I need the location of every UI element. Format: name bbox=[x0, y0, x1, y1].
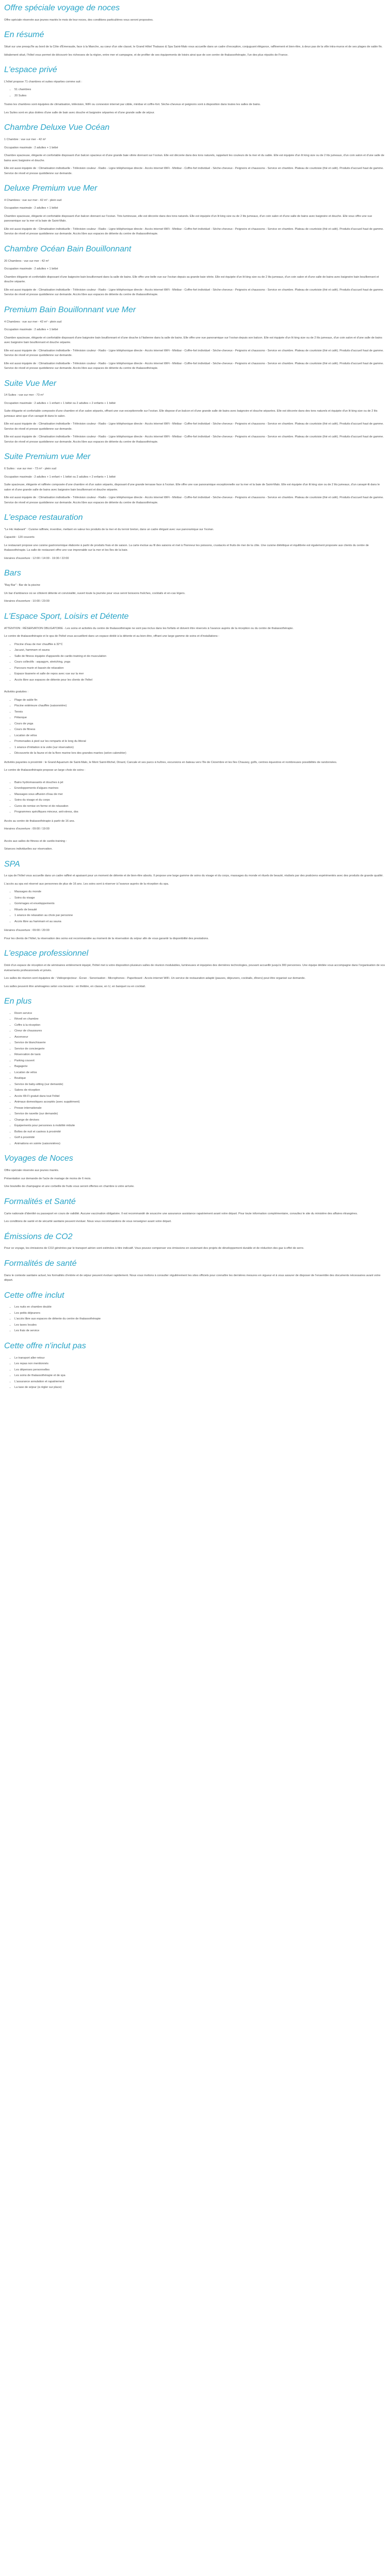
list-item: • Accès libre aux espaces de détente pour les clients de l'hôtel bbox=[14, 678, 387, 683]
list-item: • Programmes spécifiques minceur, anti-stress, dos bbox=[14, 810, 387, 815]
paragraph: Elle est aussi équipée de : Climatisation individuelle - Télévision couleur - Radio - Ligne téléphonique directe - Accès internet WiFi - Minibar - Coffre-fort individuel - Sèche-cheveux - Peignoirs et chaussons - Service en chambre. Plateau de courtoisie (thé et café). Produits d'accueil haut de gamme. Service de réveil et presse quotidienne sur demande. bbox=[4, 167, 384, 175]
list-item: • Soins du visage et du corps bbox=[14, 798, 387, 803]
paragraph: 4 Chambres : vue sur mer - 42 m² - plein sud bbox=[4, 198, 62, 202]
list-item: • Golf à proximité bbox=[14, 1136, 387, 1141]
paragraph: Chambre spacieuse, élégante et confortable disposant d'une baignoire bain bouillonnant et d'une douche à l'italienne dans la salle de bains. Elle offre une vue panoramique sur l'océan depuis son balcon. Elle est équipée d'un lit king size ou de 2 lits jumeaux, d'un coin salon et d'une salle de bains avec baignoire bain bouillonnant et douche séparée. bbox=[4, 336, 382, 345]
content-section bbox=[4, 839, 387, 852]
list-item: • Cireur de chaussures bbox=[14, 1029, 387, 1034]
paragraph: "Bay Bar" : Bar de la piscine bbox=[4, 584, 40, 587]
list-item: • Accès libre au hammam et au sauna bbox=[14, 920, 387, 925]
section-title: Suite Vue Mer bbox=[4, 379, 57, 388]
paragraph: L'accès au spa est réservé aux personnes de plus de 16 ans. Les soins sont à réserver à l'avance auprès de la réception du spa. bbox=[4, 882, 169, 886]
list-item: • Le transport aller-retour bbox=[14, 1356, 387, 1361]
paragraph: Le centre de thalassothérapie propose un large choix de soins : bbox=[4, 769, 86, 772]
list-item: • Salle de fitness équipée d'appareils de cardio-training et de musculation bbox=[14, 654, 387, 659]
list-item: • Bagagerie bbox=[14, 1064, 387, 1070]
section-title: L'espace professionnel bbox=[4, 949, 89, 958]
paragraph: Carte nationale d'identité ou passeport en cours de validité. Aucune vaccination obligatoire. Il est recommandé de souscrire une assurance assistance rapatriement avant votre départ. Pour toute information complémentaire, consultez le site du ministère des affaires étrangères. bbox=[4, 1212, 358, 1215]
list-item: • Cures de remise en forme et de relaxation bbox=[14, 804, 387, 809]
paragraph: Une bouteille de champagne et une corbeille de fruits vous seront offertes en chambre à votre arrivée. bbox=[4, 1185, 135, 1189]
list-item: • 51 chambres bbox=[14, 88, 387, 93]
paragraph: "Le Hic Habeant" : Cuisine raffinée, inventive, mettant en valeur les produits de la mer et du terroir breton, dans un cadre élégant avec vue panoramique sur l'océan. bbox=[4, 528, 214, 531]
content-section bbox=[4, 568, 387, 604]
content-section bbox=[4, 1154, 387, 1189]
list-item: • Piscine extérieure chauffée (saisonnière) bbox=[14, 704, 387, 709]
list-item: • Bains hydromassants et douches à jet bbox=[14, 781, 387, 786]
paragraph: Suite spacieuse, élégante et raffinée composée d'une chambre et d'un salon séparés, disposant d'une grande terrasse face à l'océan. Elle offre une vue panoramique exceptionnelle sur la mer et la baie de Saint-Malo. Elle est équipée d'un lit king size ou de 2 lits jumeaux, d'un canapé-lit dans le salon et d'une grande salle de bains avec baignoire bain bouillonnant et douche séparée. bbox=[4, 483, 380, 492]
list-item: • Presse internationale bbox=[14, 1106, 387, 1111]
content-section bbox=[4, 513, 387, 561]
list-item: • Cours de fitness bbox=[14, 727, 387, 733]
list-item: • Parcours marin et bassin de relaxation bbox=[14, 666, 387, 671]
paragraph: Chambre élégante et confortable disposant d'une baignoire bain bouillonnant dans la salle de bains. Elle offre une belle vue sur l'océan depuis sa grande baie vitrée. Elle est équipée d'un lit king size ou de 2 lits jumeaux, d'un coin salon et d'une salle de bains avec baignoire bain bouillonnant et douche séparée. bbox=[4, 275, 379, 284]
section-title: Suite Premium vue Mer bbox=[4, 452, 91, 462]
content-section bbox=[4, 781, 387, 832]
paragraph: Horaires d'ouverture : 09:00 / 19:00 bbox=[4, 827, 50, 831]
list-item: • Change de devises bbox=[14, 1118, 387, 1123]
paragraph: Accès au centre de thalassothérapie à partir de 16 ans. bbox=[4, 819, 75, 823]
list-item: • Location de vélos bbox=[14, 734, 387, 739]
list-item: • Massages sous affusion d'eau de mer bbox=[14, 792, 387, 798]
list-item: • 1 séance d'initiation à la voile (sur réservation) bbox=[14, 745, 387, 751]
list-item: • Cours collectifs : aquagym, stretching, yoga bbox=[14, 660, 387, 665]
paragraph: Accès aux salles de fitness et de cardio-training : bbox=[4, 839, 67, 843]
paragraph: Capacité : 120 couverts bbox=[4, 536, 35, 539]
list-item: • Piscine d'eau de mer chauffée à 32°C bbox=[14, 642, 387, 648]
section-title: Formalités de santé bbox=[4, 1259, 77, 1268]
list-item: • Promenades à pied sur les remparts et le long du littoral bbox=[14, 739, 387, 744]
content-section bbox=[4, 3, 387, 23]
section-title: Voyages de Noces bbox=[4, 1154, 73, 1163]
list-item: • 20 Suites bbox=[14, 94, 387, 99]
bullet-list bbox=[4, 1356, 387, 1391]
paragraph: Les conditions de santé et de sécurité sanitaire peuvent évoluer. Nous vous recommandons de vous renseigner avant votre départ. bbox=[4, 1220, 172, 1224]
list-item: • Les nuits en chambre double bbox=[14, 1305, 387, 1310]
bullet-list bbox=[4, 890, 387, 924]
list-item: • Gommages et enveloppements bbox=[14, 902, 387, 907]
paragraph: Pour les clients de l'hôtel, la réservation des soins est recommandée au moment de la réservation du séjour afin de vous garantir la disponibilité des prestations. bbox=[4, 937, 209, 940]
section-title: Offre spéciale voyage de noces bbox=[4, 4, 120, 12]
list-item: • Plage de sable fin bbox=[14, 698, 387, 703]
paragraph: 1 Chambre : vue sur mer - 42 m² bbox=[4, 138, 46, 142]
bullet-list bbox=[4, 1011, 387, 1147]
paragraph: Occupation maximale : 2 adultes + 1 bébé bbox=[4, 328, 58, 332]
section-title: L'espace restauration bbox=[4, 513, 83, 522]
paragraph: Elle est aussi équipée de : Climatisation individuelle - Télévision couleur - Radio - Ligne téléphonique directe - Accès internet WiFi - Minibar - Coffre-fort individuel - Sèche-cheveux - Peignoirs et chaussons - Service en chambre. Plateau de courtoisie (thé et café). Produits d'accueil haut de gamme. Service de réveil et presse quotidienne sur demande. Accès libre aux espaces de détente du centre de thalassothérapie. bbox=[4, 227, 384, 236]
paragraph: Les Suites sont en plus dotées d'une salle de bain avec douche et baignoire séparées et d'une grande salle de séjour. bbox=[4, 111, 155, 114]
list-item: • Équipements pour personnes à mobilité réduite bbox=[14, 1124, 387, 1129]
list-item: • Réservation de taxis bbox=[14, 1053, 387, 1058]
content-section bbox=[4, 123, 387, 176]
list-item: • Soins du visage bbox=[14, 896, 387, 901]
paragraph: Occupation maximale : 2 adultes + 1 bébé bbox=[4, 267, 58, 271]
list-item: • Service de blanchisserie bbox=[14, 1041, 387, 1046]
section-title: Deluxe Premium vue Mer bbox=[4, 184, 97, 193]
list-item: • La taxe de séjour (à régler sur place) bbox=[14, 1385, 387, 1391]
bullet-list bbox=[4, 781, 387, 815]
list-item: • Les petits déjeuners bbox=[14, 1311, 387, 1316]
section-title: Premium Bain Bouillonnant vue Mer bbox=[4, 305, 136, 314]
list-item: • Accès Wi-Fi gratuit dans tout l'hôtel bbox=[14, 1094, 387, 1099]
paragraph: Un bar d'ambiance où se côtoient détente et convivialité, ouvert toute la journée pour vous servir boissons fraîches, cocktails et en-cas légers. bbox=[4, 591, 186, 595]
paragraph: Les salles peuvent être aménagées selon vos besoins : en théâtre, en classe, en U, en banquet ou en cocktail. bbox=[4, 985, 146, 988]
section-title: Cette offre n'inclut pas bbox=[4, 1341, 86, 1350]
list-item: • Ascenseur bbox=[14, 1035, 387, 1040]
list-item: • Enveloppements d'algues marines bbox=[14, 786, 387, 791]
content-section bbox=[4, 690, 387, 773]
content-section bbox=[4, 305, 387, 371]
paragraph: Horaires d'ouverture : 10:00 / 23:00 bbox=[4, 600, 50, 603]
content-section bbox=[4, 30, 387, 58]
paragraph: Elle est aussi équipée de : Climatisation individuelle - Télévision couleur - Radio - Ligne téléphonique directe - Accès internet WiFi - Minibar - Coffre-fort individuel - Sèche-cheveux - Peignoirs et chaussons - Service en chambre. Plateau de courtoisie (thé et café). Produits d'accueil haut de gamme. Service de réveil et presse quotidienne sur demande. Accès libre aux espaces de détente du centre de thalassothérapie. bbox=[4, 362, 384, 370]
paragraph: Suite élégante et confortable composée d'une chambre et d'un salon séparés, offrant une vue exceptionnelle sur l'océan. Elle dispose d'un balcon et d'une grande salle de bains avec baignoire et douche séparées. Elle est décorée dans des tons naturels et équipée d'un lit king size ou de 2 lits jumeaux ainsi que d'un canapé-lit dans le salon. bbox=[4, 410, 378, 418]
paragraph: 20 Chambres : vue sur mer - 42 m² bbox=[4, 259, 50, 263]
paragraph: Toutes les chambres sont équipées de climatisation, télévision, WiFi ou connexion internet par câble, minibar et coffre-fort. Sèche-cheveux et peignoirs sont à disposition dans toutes les salles de bains. bbox=[4, 103, 261, 107]
list-item: • Animaux domestiques acceptés (avec supplément) bbox=[14, 1100, 387, 1105]
list-item: • Massages du monde bbox=[14, 890, 387, 895]
content-section bbox=[4, 452, 387, 505]
content-section bbox=[4, 996, 387, 1146]
paragraph: Chambre spacieuse, élégante et confortable disposant d'un balcon donnant sur l'océan. Très lumineuse, elle est décorée dans des tons naturels. Elle est équipée d'un lit king size ou de 2 lits jumeaux, d'un coin salon et d'une salle de bains avec baignoire et douche. Elle vous offre une vue panoramique sur la mer et la baie de Saint-Malo. bbox=[4, 214, 372, 223]
list-item: • Les repas non mentionnés bbox=[14, 1362, 387, 1367]
content-section bbox=[4, 244, 387, 298]
content-section bbox=[4, 65, 387, 115]
list-item: • Rituels de beauté bbox=[14, 908, 387, 913]
section-title: Bars bbox=[4, 569, 21, 578]
section-title: SPA bbox=[4, 859, 20, 869]
paragraph: Elle est aussi équipée de : Climatisation individuelle - Télévision couleur - Radio - Ligne téléphonique directe - Accès internet WiFi - Minibar - Coffre-fort individuel - Sèche-cheveux - Peignoirs et chaussons - Service en chambre. Plateau de courtoisie (thé et café). Produits d'accueil haut de gamme. Service de réveil et presse quotidienne sur demande. Accès libre aux espaces de détente du centre de thalassothérapie. bbox=[4, 496, 384, 504]
paragraph: Elle est aussi équipée de : Climatisation individuelle - Télévision couleur - Radio - Ligne téléphonique directe - Accès internet WiFi - Minibar - Coffre-fort individuel - Sèche-cheveux - Peignoirs et chaussons - Service en chambre. Plateau de courtoisie (thé et café). Produits d'accueil haut de gamme. Service de réveil et presse quotidienne sur demande. Accès libre aux espaces de détente du centre de thalassothérapie. bbox=[4, 288, 384, 297]
section-title: En résumé bbox=[4, 30, 44, 40]
list-item: • 1 séance de relaxation au choix par personne bbox=[14, 913, 387, 919]
paragraph: ATTENTION : RÉSERVATION OBLIGATOIRE - Les soins et activités du centre de thalassothérapie ne sont pas inclus dans les forfaits et doivent être réservés à l'avance auprès de la réception ou du centre de thalassothérapie. bbox=[4, 626, 294, 630]
paragraph: Dans le contexte sanitaire actuel, les formalités d'entrée et de séjour peuvent évoluer rapidement. Nous vous invitons à consulter régulièrement les sites officiels pour connaître les dernières mesures en vigueur et à vous assurer de disposer de l'ensemble des documents nécessaires avant votre départ. bbox=[4, 1274, 381, 1282]
list-item: • Les dépenses personnelles bbox=[14, 1368, 387, 1373]
list-item: • Service de conciergerie bbox=[14, 1047, 387, 1052]
list-item: • Boutique bbox=[14, 1076, 387, 1081]
section-title: L'espace privé bbox=[4, 65, 57, 75]
list-item: • Location de vélos bbox=[14, 1071, 387, 1076]
bullet-list bbox=[4, 642, 387, 683]
list-item: • Room service bbox=[14, 1011, 387, 1016]
content-section bbox=[4, 379, 387, 445]
paragraph: Horaires d'ouverture : 09:00 / 20:00 bbox=[4, 929, 50, 933]
list-item: • Parking couvert bbox=[14, 1059, 387, 1064]
list-item: • L'accès libre aux espaces de détente du centre de thalassothérapie bbox=[14, 1317, 387, 1322]
list-item: • Les taxes locales bbox=[14, 1323, 387, 1328]
list-item: • Cours de yoga bbox=[14, 722, 387, 727]
paragraph: Occupation maximale : 2 adultes + 1 bébé bbox=[4, 207, 58, 210]
list-item: • Service de baby-sitting (sur demande) bbox=[14, 1082, 387, 1088]
list-item: • Jacuzzi, hammam et sauna bbox=[14, 648, 387, 653]
content-section bbox=[4, 948, 387, 989]
content-section bbox=[4, 612, 387, 683]
section-title: Formalités et Santé bbox=[4, 1197, 76, 1206]
section-title: En plus bbox=[4, 997, 32, 1006]
content-section bbox=[4, 859, 387, 942]
paragraph: Séances individuelles sur réservation. bbox=[4, 848, 53, 851]
paragraph: Situé sur une presqu'île au bord de la Côte d'Émeraude, face à la Manche, au cœur d'un site classé, le Grand Hôtel Thalasso & Spa Saint-Malo vous accueille dans un cadre d'exception, conjuguant élégance, raffinement et bien-être, à deux pas de la ville intra-muros et de ses plages de sable fin. bbox=[4, 45, 383, 49]
bullet-list bbox=[4, 1305, 387, 1334]
paragraph: Idéalement situé, l'hôtel vous permet de découvrir les richesses de la région, entre mer et campagne, et de profiter de ses équipements de loisirs ainsi que de son centre de thalassothérapie, l'un des plus réputés de France. bbox=[4, 53, 288, 57]
paragraph: Activités payantes à proximité : le Grand Aquarium de Saint-Malo, le Mont Saint-Michel, Dinard, Cancale et ses parcs à huîtres, excursions en bateau vers l'île de Cézembre et les îles Chausey, golfs, centres équestres et nombreuses possibilités de randonnées. bbox=[4, 760, 337, 764]
list-item: • Découverte de la faune et de la flore marine lors des grandes marées (selon calendrier) bbox=[14, 751, 387, 756]
content-section bbox=[4, 183, 387, 237]
list-item: • Coffre à la réception bbox=[14, 1023, 387, 1028]
list-item: • Tennis bbox=[14, 710, 387, 715]
list-item: • Les frais de service bbox=[14, 1329, 387, 1334]
paragraph: Elle est aussi équipée de : Climatisation individuelle - Télévision couleur - Radio - Ligne téléphonique directe - Accès internet WiFi - Minibar - Coffre-fort individuel - Sèche-cheveux - Peignoirs et chaussons - Service en chambre. Plateau de courtoisie (thé et café). Produits d'accueil haut de gamme. Service de réveil et presse quotidienne sur demande. bbox=[4, 422, 384, 431]
paragraph: 6 Suites : vue sur mer - 73 m² - plein sud bbox=[4, 467, 57, 471]
content-section bbox=[4, 1341, 387, 1391]
content-section bbox=[4, 1232, 387, 1251]
paragraph: 14 Suites : vue sur mer - 73 m² bbox=[4, 394, 44, 397]
content-section bbox=[4, 1259, 387, 1283]
section-title: L'Espace Sport, Loisirs et Détente bbox=[4, 612, 129, 621]
paragraph: Doté d'un espace de réception et de séminaires entièrement équipé, l'hôtel met à votre disposition plusieurs salles de réunion modulables, lumineuses et équipées des dernières technologies, pouvant accueillir jusqu'à 300 personnes. Une équipe dédiée vous accompagne dans l'organisation de vos événements professionnels et privés. bbox=[4, 964, 385, 972]
paragraph: Occupation maximale : 2 adultes + 1 enfant + 1 bébé ou 2 adultes + 2 enfants + 1 bébé bbox=[4, 401, 116, 405]
list-item: • L'assurance annulation et rapatriement bbox=[14, 1380, 387, 1385]
list-item: • Animations en soirée (saisonnières) bbox=[14, 1142, 387, 1147]
list-item: • Espace tisanerie et salle de repos avec vue sur la mer bbox=[14, 672, 387, 677]
section-title: Chambre Océan Bain Bouillonnant bbox=[4, 244, 132, 253]
paragraph: 4 Chambres : vue sur mer - 42 m² - plein sud bbox=[4, 320, 62, 324]
paragraph: Le restaurant propose une cuisine gastronomique élaborée à partir de produits frais et de saison. La carte évolue au fil des saisons et met à l'honneur les poissons, crustacés et fruits de mer de la côte. Une cuisine diététique et équilibrée est également proposée aux clients du centre de thalassothérapie. La salle de restaurant offre une vue imprenable sur la mer et les îles de la baie. bbox=[4, 544, 369, 552]
content-section bbox=[4, 1197, 387, 1225]
section-title: Cette offre inclut bbox=[4, 1291, 64, 1300]
paragraph: L'hôtel propose 71 chambres et suites réparties comme suit : bbox=[4, 80, 82, 83]
paragraph: Activités gratuites : bbox=[4, 690, 28, 694]
paragraph: Offre spéciale réservée aux jeunes mariés le mois de leur noces, des conditions particulières vous seront proposées. bbox=[4, 18, 154, 22]
list-item: • Boîtes de nuit et casinos à proximité bbox=[14, 1130, 387, 1135]
paragraph: Occupation maximale : 2 adultes + 1 bébé bbox=[4, 146, 58, 149]
paragraph: Le centre de thalassothérapie et le spa de l'hôtel vous accueillent dans un espace dédié à la détente et au bien-être, offrant une large gamme de soins et d'installations : bbox=[4, 635, 219, 638]
paragraph: Pour ce voyage, les émissions de CO2 générées par le transport aérien sont estimées à titre indicatif. Vous pouvez compenser vos émissions en soutenant des projets de développement durable et de réduction des gaz à effet de serre. bbox=[4, 1247, 304, 1250]
paragraph: Elle est aussi équipée de : Climatisation individuelle - Télévision couleur - Radio - Ligne téléphonique directe - Accès internet WiFi - Minibar - Coffre-fort individuel - Sèche-cheveux - Peignoirs et chaussons - Service en chambre. Plateau de courtoisie (thé et café). Produits d'accueil haut de gamme. Service de réveil et presse quotidienne sur demande. bbox=[4, 349, 384, 358]
section-title: Émissions de CO2 bbox=[4, 1232, 73, 1241]
section-title: Chambre Deluxe Vue Océan bbox=[4, 123, 110, 132]
list-item: • Les soins de thalassothérapie et de spa bbox=[14, 1374, 387, 1379]
bullet-list bbox=[4, 88, 387, 98]
paragraph: Chambre spacieuse, élégante et confortable disposant d'un balcon spacieux et d'une grande baie vitrée donnant sur l'océan. Elle est décorée dans des tons naturels, rappelant les couleurs de la mer et du sable. Elle est équipée d'un lit king size ou de 2 lits jumeaux, d'un coin salon et d'une salle de bains avec baignoire et douche. bbox=[4, 154, 384, 162]
paragraph: Les salles de réunion sont équipées de : Vidéoprojecteur - Écran - Sonorisation - Microphones - Paperboard - Accès internet WiFi. Un service de restauration adapté (pauses, déjeuners, cocktails, dîners) peut être organisé sur demande. bbox=[4, 977, 306, 980]
list-item: • Salons de réception bbox=[14, 1088, 387, 1093]
paragraph: Le spa de l'hôtel vous accueille dans un cadre raffiné et apaisant pour un moment de détente et de bien-être absolu. Il propose une large gamme de soins du visage et du corps, massages du monde et rituels de beauté, réalisés par des praticiens expérimentés avec des produits de grande qualité. bbox=[4, 874, 384, 878]
list-item: • Réveil en chambre bbox=[14, 1017, 387, 1022]
list-item: • Service de navette (sur demande) bbox=[14, 1112, 387, 1117]
paragraph: Offre spéciale réservée aux jeunes mariés. bbox=[4, 1169, 59, 1173]
bullet-list bbox=[4, 698, 387, 756]
paragraph: Horaires d'ouverture : 12:00 / 14:00 - 19:30 / 22:00 bbox=[4, 556, 69, 560]
paragraph: Occupation maximale : 2 adultes + 1 enfant + 1 bébé ou 2 adultes + 2 enfants + 1 bébé bbox=[4, 475, 116, 479]
paragraph: Elle est aussi équipée de : Climatisation individuelle - Télévision couleur - Radio - Ligne téléphonique directe - Accès internet WiFi - Minibar - Coffre-fort individuel - Sèche-cheveux - Peignoirs et chaussons - Service en chambre. Plateau de courtoisie (thé et café). Produits d'accueil haut de gamme. Service de réveil et presse quotidienne sur demande. Accès libre aux espaces de détente du centre de thalassothérapie. bbox=[4, 435, 384, 444]
paragraph: Présentation sur demande de l'acte de mariage de moins de 6 mois. bbox=[4, 1177, 91, 1180]
content-section bbox=[4, 1291, 387, 1334]
list-item: • Pétanque bbox=[14, 716, 387, 721]
